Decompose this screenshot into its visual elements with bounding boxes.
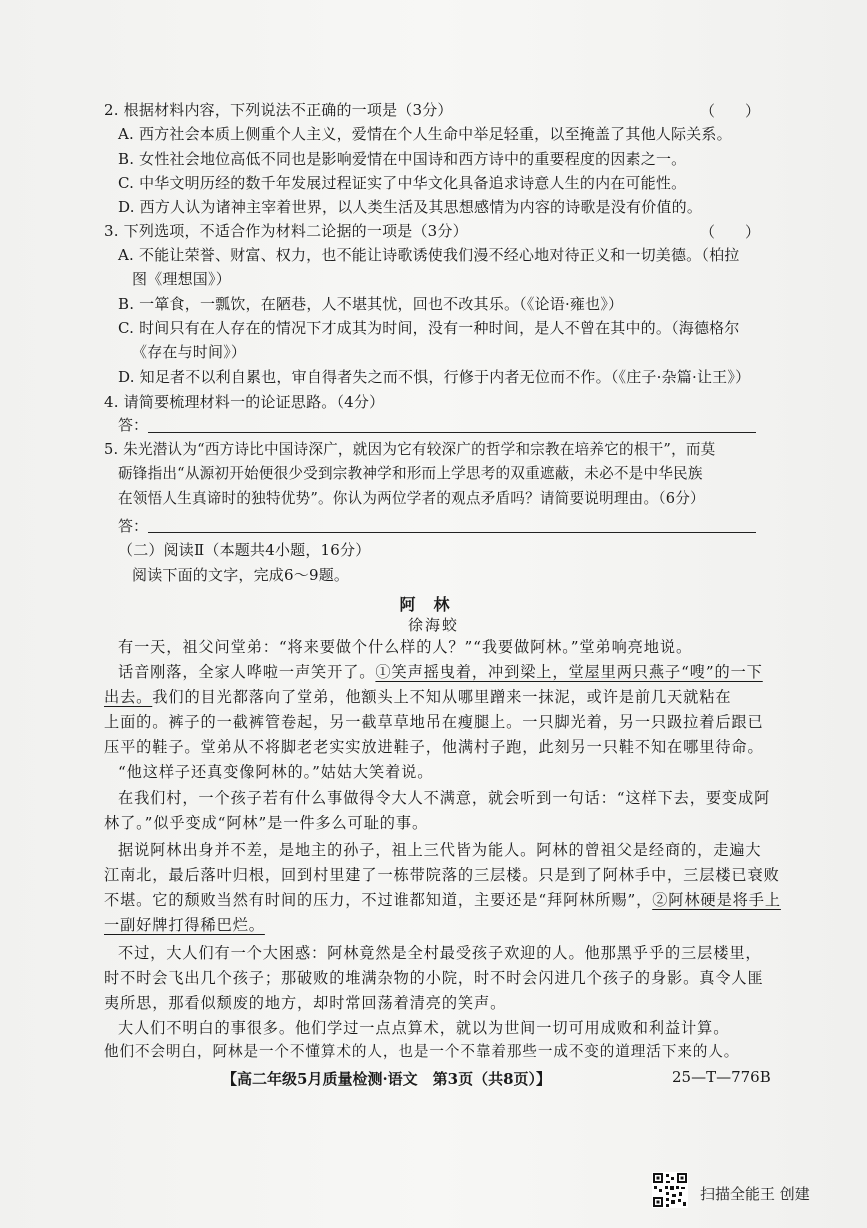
exam-code: 25—T—776B bbox=[672, 1068, 771, 1086]
q3-option-a: A. 不能让荣誉、财富、权力，也不能让诗歌诱使我们漫不经心地对待正义和一切美德。（柏拉 bbox=[118, 246, 740, 264]
q3-option-a-cont: 图《理想国》） bbox=[132, 270, 231, 288]
passage-p2-line3: 上面的。裤子的一截裤管卷起，另一截草草地吊在瘦腿上。一只脚光着，另一只趿拉着后跟已 bbox=[104, 713, 764, 731]
passage-p7-line1: 大人们不明白的事很多。他们学过一点点算术，就以为世间一切可用成败和利益计算。 bbox=[118, 1019, 730, 1037]
passage-p5-line2: 江南北，最后落叶归根，回到村里建了一栋带院落的三层楼。只是到了阿林手中，三层楼已衰败 bbox=[104, 866, 780, 884]
q2-option-d: D. 西方人认为诸神主宰着世界，以人类生活及其思想感情为内容的诗歌是没有价值的。 bbox=[118, 198, 703, 216]
q5-line-1: 5. 朱光潜认为“西方诗比中国诗深广，就因为它有较深广的哲学和宗教在培养它的根干”，而莫 bbox=[104, 441, 716, 458]
passage-p6-line3: 夷所思，那看似颓废的地方，却时常回荡着清亮的笑声。 bbox=[104, 994, 507, 1012]
q5-answer-line[interactable] bbox=[148, 532, 756, 533]
passage-p1: 有一天，祖父问堂弟：“将来要做个什么样的人？”“我要做阿林。”堂弟响亮地说。 bbox=[118, 638, 693, 656]
passage-p6-line2: 时不时会飞出几个孩子；那破败的堆满杂物的小院，时不时会闪进几个孩子的身影。真令人匪 bbox=[104, 969, 764, 987]
section-instruction: 阅读下面的文字，完成6～9题。 bbox=[132, 566, 350, 584]
underlined-sentence-2-end: 一副好牌打得稀巴烂。 bbox=[104, 916, 265, 934]
underlined-sentence-1: ①笑声摇曳着，冲到梁上，堂屋里两只燕子“嗖”的一下 bbox=[375, 663, 763, 681]
q5-answer-label: 答： bbox=[118, 517, 149, 535]
q2-option-c: C. 中华文明历经的数千年发展过程证实了中华文化具备追求诗意人生的内在可能性。 bbox=[118, 174, 687, 192]
passage-p5-line3 bbox=[104, 890, 781, 910]
watermark-text: 扫描全能王 创建 bbox=[700, 1185, 810, 1203]
q3-option-c-cont: 《存在与时间》） bbox=[132, 343, 247, 361]
q3-option-d: D. 知足者不以利自累也，审自得者失之而不惧，行修于内者无位而不作。（《庄子·杂篇·让王》） bbox=[118, 368, 751, 386]
q2-answer-paren: （ ） bbox=[700, 102, 761, 120]
qr-code-icon bbox=[652, 1172, 688, 1208]
passage-p2-text: 话音刚落，全家人哗啦一声笑开了。 bbox=[118, 663, 376, 681]
q4-answer-line[interactable] bbox=[148, 432, 756, 433]
passage-p3: “他这样子还真变像阿林的。”姑姑大笑着说。 bbox=[118, 763, 434, 781]
passage-p4-line1: 在我们村，一个孩子若有什么事做得令大人不满意，就会听到一句话：“这样下去，要变成阿 bbox=[118, 789, 771, 807]
passage-p5-line4 bbox=[104, 915, 265, 935]
q4-stem: 4. 请简要梳理材料一的论证思路。（4分） bbox=[104, 393, 385, 411]
page-footer: 【高二年级5月质量检测·语文 第3页（共8页）】 bbox=[222, 1070, 552, 1088]
passage-p2-line4: 压平的鞋子。堂弟从不将脚老老实实放进鞋子，他满村子跑，此刻另一只鞋不知在哪里待命。 bbox=[104, 738, 764, 756]
passage-p2-text-2: 我们的目光都落向了堂弟，他额头上不知从哪里蹭来一抹泥，或许是前几天就粘在 bbox=[152, 688, 732, 706]
passage-p5-line1: 据说阿林出身并不差，是地主的孙子，祖上三代皆为能人。阿林的曾祖父是经商的，走遍大 bbox=[118, 841, 762, 859]
q3-option-b: B. 一箪食，一瓢饮，在陋巷，人不堪其忧，回也不改其乐。（《论语·雍也》） bbox=[118, 295, 624, 313]
passage-p6-line1: 不过，大人们有一个大困惑：阿林竟然是全村最受孩子欢迎的人。他那黑乎乎的三层楼里， bbox=[118, 944, 762, 962]
passage-author: 徐海蛟 bbox=[407, 616, 459, 634]
q4-answer-label: 答： bbox=[118, 416, 149, 434]
q5-line-3: 在领悟人生真谛时的独特优势”。你认为两位学者的观点矛盾吗？请简要说明理由。（6分） bbox=[118, 490, 705, 507]
q2-option-a: A. 西方社会本质上侧重个人主义，爱情在个人生命中举足轻重，以至掩盖了其他人际关系。 bbox=[118, 125, 732, 143]
q3-option-c: C. 时间只有在人存在的情况下才成其为时间，没有一种时间，是人不曾在其中的。（海德格尔 bbox=[118, 319, 740, 337]
passage-p4-line2: 林了。”似乎变成“阿林”是一件多么可耻的事。 bbox=[104, 814, 429, 832]
passage-p7-line2: 他们不会明白，阿林是一个不懂算术的人，也是一个不靠着那些一成不变的道理活下来的人。 bbox=[104, 1043, 740, 1060]
q2-option-b: B. 女性社会地位高低不同也是影响爱情在中国诗和西方诗中的重要程度的因素之一。 bbox=[118, 150, 687, 168]
passage-p5-text: 不堪。它的颓败当然有时间的压力，不过谁都知道，主要还是“拜阿林所赐”， bbox=[104, 891, 653, 909]
section-heading: （二）阅读Ⅱ（本题共4小题，16分） bbox=[118, 541, 371, 559]
underlined-sentence-2: ②阿林硬是将手上 bbox=[652, 891, 781, 909]
q3-answer-paren: （ ） bbox=[700, 223, 761, 241]
underlined-sentence-1-end: 出去。 bbox=[104, 688, 153, 706]
passage-title: 阿林 bbox=[399, 595, 468, 614]
q2-stem: 2. 根据材料内容，下列说法不正确的一项是（3分） bbox=[104, 101, 453, 119]
passage-p2-line1 bbox=[118, 662, 763, 682]
passage-p2-line2 bbox=[104, 687, 731, 707]
q3-stem: 3. 下列选项，不适合作为材料二论据的一项是（3分） bbox=[104, 222, 468, 240]
q5-line-2: 砺锋指出“从源初开始便很少受到宗教神学和形而上学思考的双重遮蔽，未必不是中华民族 bbox=[118, 465, 703, 482]
